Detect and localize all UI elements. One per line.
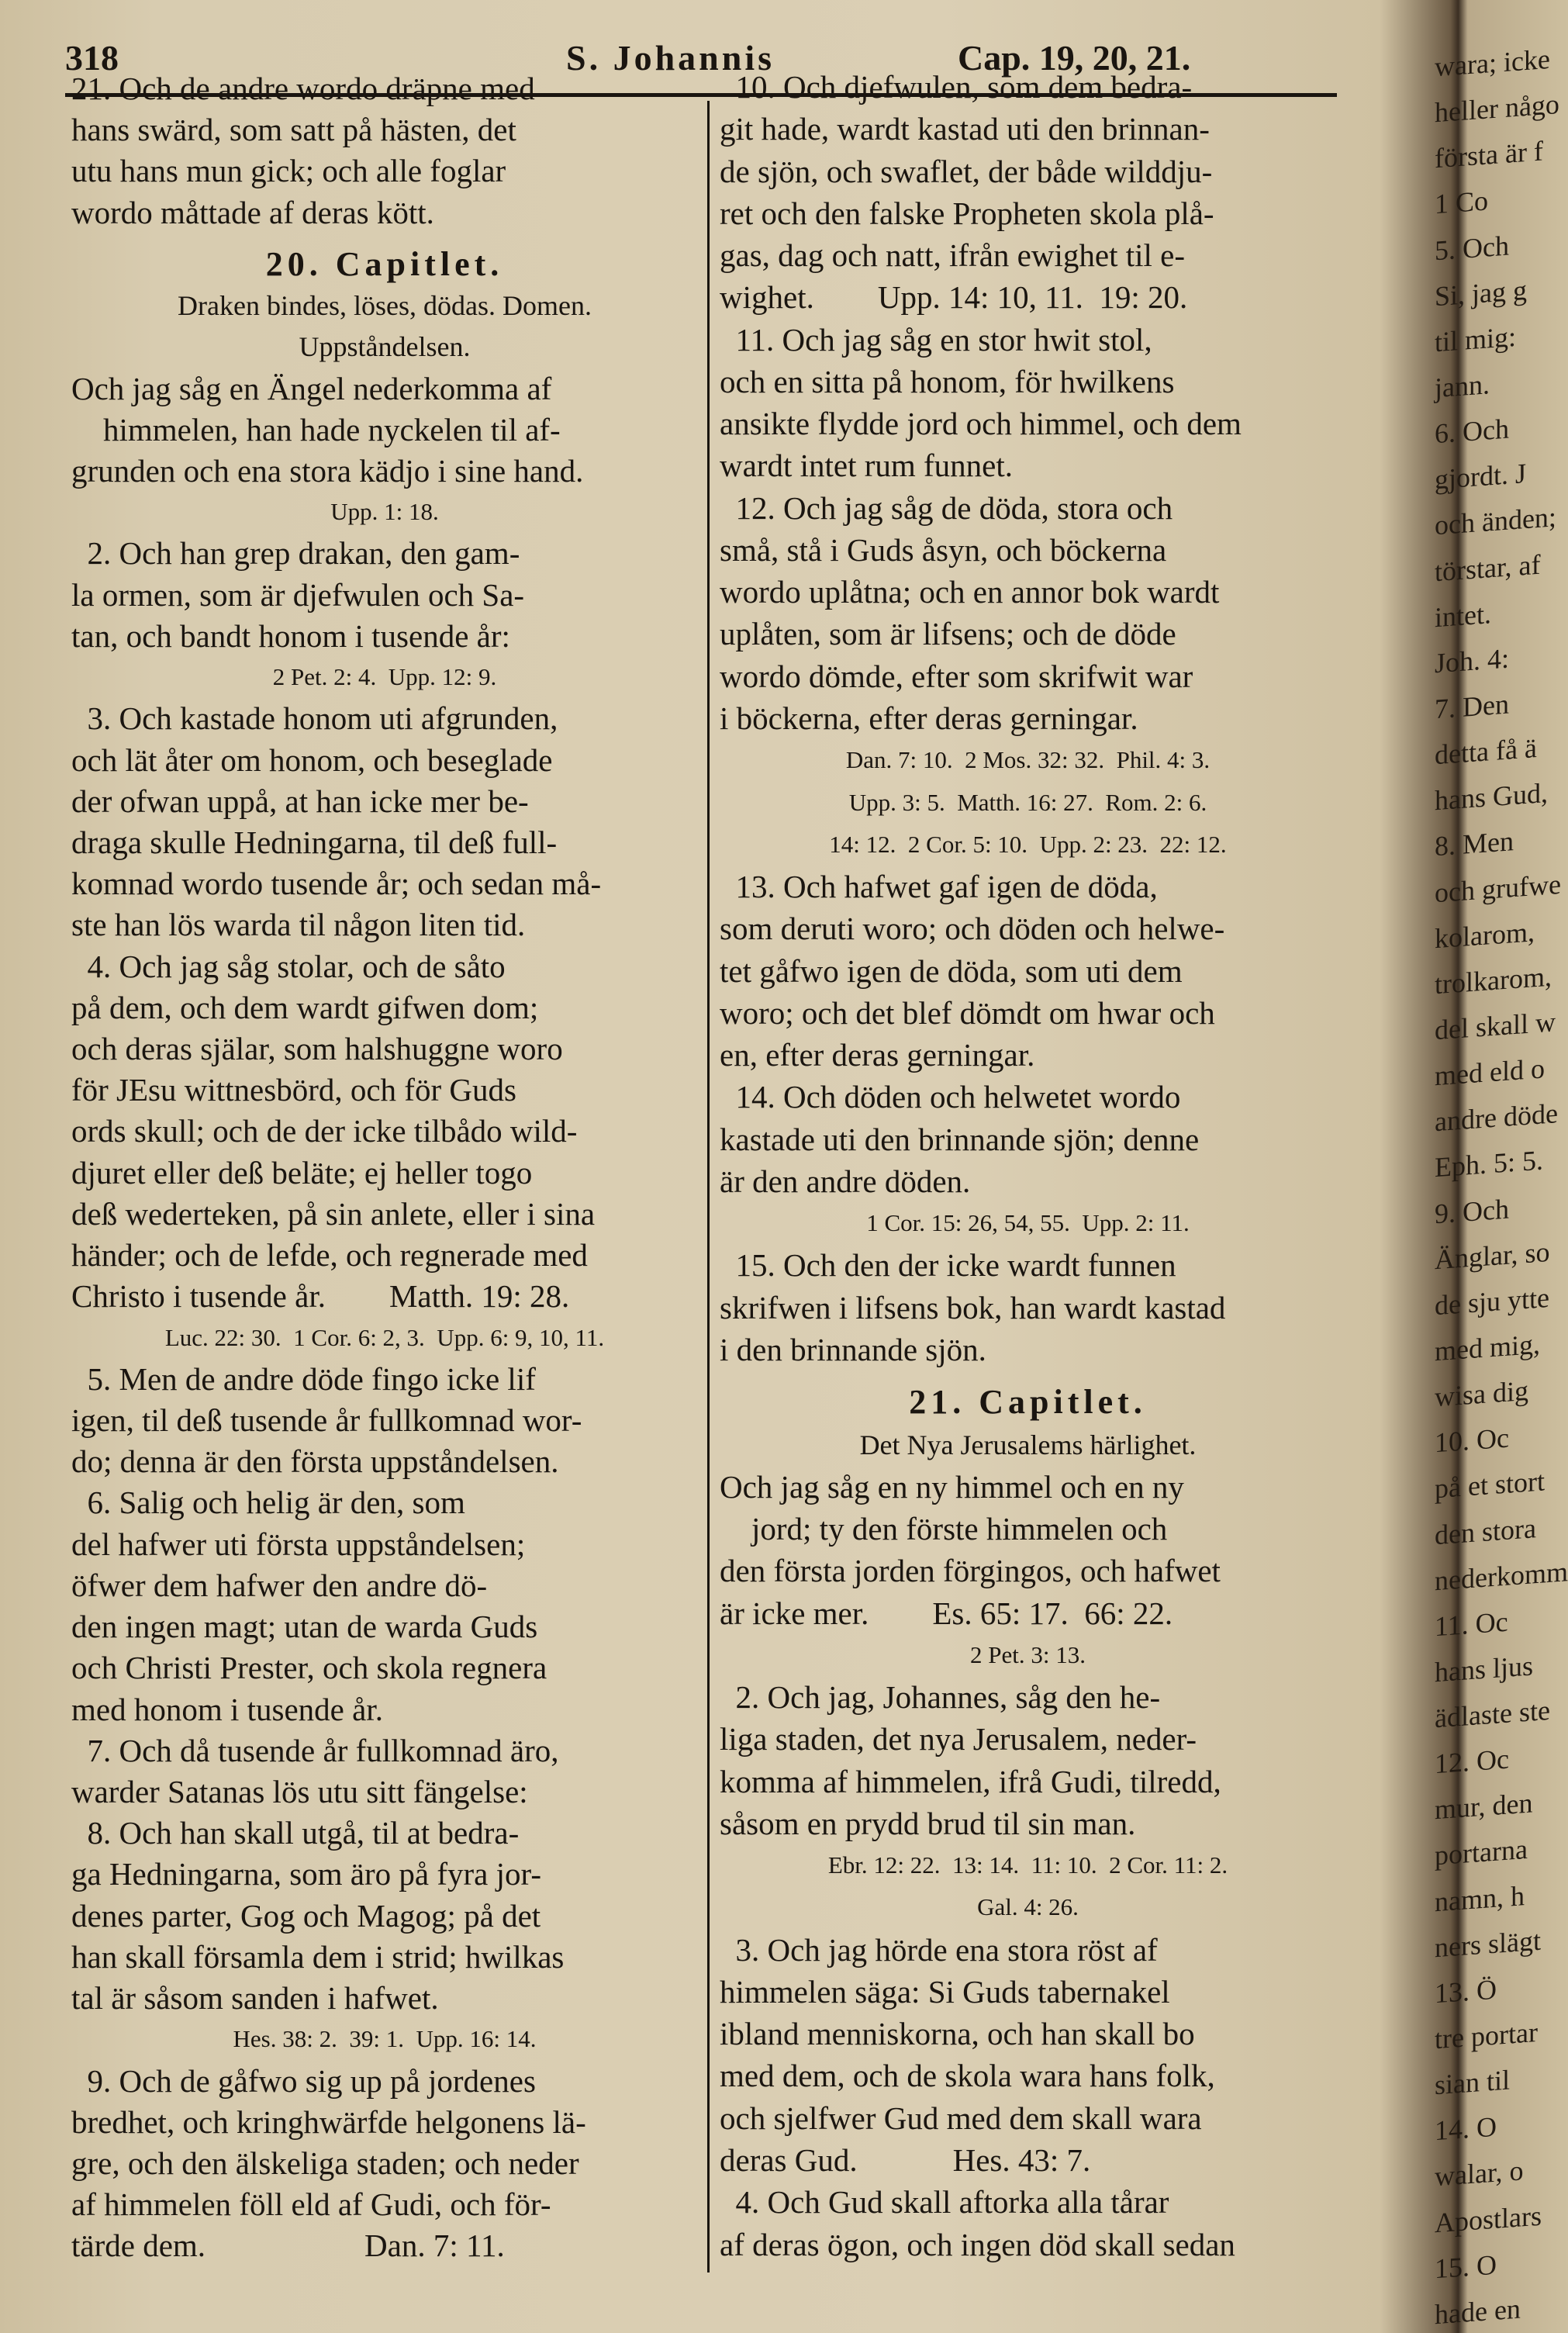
fragment-line: 10. Oc [1435,1422,1509,1459]
text-line: han skall församla dem i strid; hwilkas [71,1938,565,1975]
chapter-heading: 20. Capitlet. [265,244,504,283]
page-number: 318 [65,38,119,78]
text-line: på dem, och dem wardt gifwen dom; [71,989,539,1025]
text-line: git hade, wardt kastad uti den brinnan- [720,111,1210,147]
fragment-line: mur, den [1435,1787,1533,1826]
text-line: bredhet, och kringhwärfde helgonens lä- [71,2103,586,2140]
fragment-line: til mig: [1435,320,1517,358]
text-line: den första jorden förgingos, och hafwet [720,1553,1221,1589]
fragment-line: portarna [1435,1834,1528,1872]
chapter-range: Cap. 19, 20, 21. [958,38,1191,78]
cross-reference: 14: 12. 2 Cor. 5: 10. Upp. 2: 23. 22: 12. [829,830,1227,858]
chapter-heading: 21. Capitlet. [909,1383,1147,1422]
fragment-line: sian til [1435,2064,1510,2101]
cross-reference: Upp. 1: 18. [330,498,439,526]
fragment-line: del skall w [1435,1006,1556,1046]
text-line: 14. Och döden och helwetet wordo [720,1079,1181,1115]
text-line: 7. Och då tusende år fullkomnad äro, [71,1732,559,1768]
fragment-line: Änglar, so [1435,1236,1550,1275]
fragment-line: detta få ä [1435,732,1537,771]
text-line: gas, dag och natt, ifrån ewighet til e- [720,237,1185,274]
fragment-line: 6. Och [1435,413,1509,450]
fragment-line: intet. [1435,597,1491,633]
text-line: utu hans mun gick; och alle foglar [71,153,506,189]
fragment-line: och änden; [1435,501,1556,541]
chapter-summary: Uppståndelsen. [299,331,471,363]
text-line: med dem, och de skola wara hans folk, [720,2058,1215,2094]
text-line: för JEsu wittnesbörd, och för Guds [71,1072,516,1108]
text-line: ansikte flydde jord och himmel, och dem [720,406,1242,442]
column-divider [707,101,710,2273]
text-line: deß wederteken, på sin anlete, eller i sina [71,1195,596,1232]
text-line: 6. Salig och helig är den, som [71,1484,465,1521]
cross-reference: Luc. 22: 30. 1 Cor. 6: 2, 3. Upp. 6: 9, 10, 11. [164,1323,605,1351]
text-line: himmelen, han hade nyckelen til af- [71,411,561,448]
text-line: 2. Och jag, Johannes, såg den he- [720,1679,1161,1716]
text-line: ords skull; och de der icke tilbådo wild- [71,1113,578,1149]
text-line: tal är såsom sanden i hafwet. [71,1980,439,2017]
text-line: Och jag såg en Ängel nederkomma af [71,370,552,406]
fragment-line: 5. Och [1435,230,1509,266]
text-line: wordo måttade af deras kött. [71,194,434,230]
text-line: med honom i tusende år. [71,1691,383,1727]
fragment-line: 8. Men [1435,825,1514,862]
cross-reference: Gal. 4: 26. [977,1893,1079,1921]
fragment-line: och grufwe [1435,868,1561,908]
fragment-line: jann. [1435,368,1490,404]
fragment-line: 12. Oc [1435,1743,1509,1780]
text-line: jord; ty den förste himmelen och [720,1511,1168,1547]
fragment-line: Joh. 4: [1435,642,1510,679]
text-line: öfwer dem hafwer den andre dö- [71,1567,488,1603]
text-line: djuret eller deß beläte; ej heller togo [71,1154,533,1191]
text-line: ibland menniskorna, och han skall bo [720,2016,1195,2052]
text-line: wordo uplåtna; och en annor bok wardt [720,574,1220,610]
text-line: och en sitta på honom, för hwilkens [720,363,1175,399]
text-line: och deras själar, som halshuggne woro [71,1031,563,1067]
fragment-line: wara; icke [1435,43,1550,83]
text-line: 10. Och djefwulen, som dem bedra- [720,69,1193,105]
text-line: skrifwen i lifsens bok, han wardt kastad [720,1289,1226,1325]
fragment-line: 11. Oc [1435,1605,1508,1643]
text-line: woro; och det blef dömdt om hwar och [720,994,1215,1031]
text-line: warder Satanas lös utu sitt fängelse: [71,1773,528,1809]
chapter-summary: Det Nya Jerusalems härlighet. [859,1429,1197,1460]
fragment-line: den stora [1435,1512,1536,1550]
cross-reference: 1 Cor. 15: 26, 54, 55. Upp. 2: 11. [866,1209,1190,1237]
cross-reference: Dan. 7: 10. 2 Mos. 32: 32. Phil. 4: 3. [845,746,1211,774]
text-line: som deruti woro; och döden och helwe- [720,911,1225,947]
text-line: grunden och ena stora kädjo i sine hand. [71,452,584,489]
text-line: ret och den falske Propheten skola plå- [720,195,1214,231]
text-line: Och jag såg en ny himmel och en ny [720,1468,1184,1505]
text-line: 11. Och jag såg en stor hwit stol, [720,321,1152,358]
fragment-line: Apostlars [1435,2200,1542,2238]
text-line: 2. Och han grep drakan, den gam- [71,535,520,572]
cross-reference: Upp. 3: 5. Matth. 16: 27. Rom. 2: 6. [848,788,1207,816]
text-line: 3. Och jag hörde ena stora röst af [720,1931,1158,1968]
fragment-line: ädlaste ste [1435,1694,1550,1734]
fragment-line: tre portar [1435,2016,1538,2055]
cross-reference: 2 Pet. 3: 13. [970,1640,1086,1668]
text-line: wardt intet rum funnet. [720,448,1014,484]
fragment-line: hans ljus [1435,1650,1534,1688]
fragment-line: Eph. 5: 5. [1435,1144,1543,1184]
text-line: händer; och de lefde, och regnerade med [71,1237,588,1274]
text-line: komma af himmelen, ifrå Gudi, tilredd, [720,1763,1221,1799]
text-line: hans swärd, som satt på hästen, det [71,112,516,148]
text-line: är den andre döden. [720,1163,971,1199]
text-line: 4. Och Gud skall aftorka alla tårar [720,2184,1169,2221]
text-line: uplåten, som är lifsens; och de döde [720,616,1176,652]
text-line: 12. Och jag såg de döda, stora och [720,489,1173,526]
fragment-line: gjordt. J [1435,458,1527,496]
text-line: de sjön, och swaflet, der både wilddju- [720,153,1213,189]
text-line: och Christi Prester, och skola regnera [71,1650,547,1686]
text-line: kastade uti den brinnande sjön; denne [720,1121,1200,1157]
fragment-line: kolarom, [1435,915,1535,954]
fragment-line: 14. O [1435,2110,1497,2147]
text-line: 4. Och jag såg stolar, och de såto [71,948,506,984]
text-line: draga skulle Hedningarna, til deß full- [71,824,558,860]
fragment-line: Si, jag g [1435,274,1528,312]
text-line: tan, och bandt honom i tusende år: [71,617,510,654]
text-line: der ofwan uppå, at han icke mer be- [71,783,529,819]
text-line: är icke mer. Es. 65: 17. 66: 22. [720,1595,1173,1631]
text-line: tärde dem. Dan. 7: 11. [71,2228,505,2264]
cross-reference: Hes. 38: 2. 39: 1. Upp. 16: 14. [233,2025,537,2053]
text-line: såsom en prydd brud til sin man. [720,1805,1136,1841]
text-line: 13. Och hafwet gaf igen de döda, [720,869,1158,905]
fragment-line: törstar, af [1435,548,1541,587]
fragment-line: 15. O [1435,2248,1497,2284]
fragment-line: wisa dig [1435,1374,1528,1413]
text-line: i böckerna, efter deras gerningar. [720,700,1138,736]
text-line: gre, och den älskeliga staden; och neder [71,2145,579,2181]
text-line: deras Gud. Hes. 43: 7. [720,2142,1091,2179]
fragment-line: 13. Ö [1435,1973,1497,2010]
fragment-line: ners slägt [1435,1924,1541,1964]
text-line: igen, til deß tusende år fullkomnad wor- [71,1402,582,1438]
fragment-line: första är f [1435,135,1543,175]
text-line: 9. Och de gåfwo sig up på jordenes [71,2062,536,2099]
text-line: wighet. Upp. 14: 10, 11. 19: 20. [720,279,1188,316]
right-column [720,68,1336,2263]
left-column [71,70,698,2265]
text-line: 8. Och han skall utgå, til at bedra- [71,1815,520,1851]
facing-page-fragment [1435,43,1568,2331]
fragment-line: trolkarom, [1435,960,1552,1001]
text-line: komnad wordo tusende år; och sedan må- [71,866,602,902]
text-line: do; denna är den första uppståndelsen. [71,1443,559,1480]
fragment-line: heller någo [1435,88,1559,129]
fragment-line: namn, h [1435,1879,1525,1917]
fragment-line: på et stort [1435,1465,1545,1505]
text-line: tet gåfwo igen de döda, som uti dem [720,952,1183,989]
text-line: himmelen säga: Si Guds tabernakel [720,1973,1170,2010]
text-line: 21. Och de andre wordo dräpne med [71,71,535,106]
cross-reference: Ebr. 12: 22. 13: 14. 11: 10. 2 Cor. 11: 2. [827,1851,1228,1879]
fragment-line: 1 Co [1435,185,1489,220]
text-line: 3. Och kastade honom uti afgrunden, [71,700,558,737]
text-line: la ormen, som är djefwulen och Sa- [71,576,525,613]
text-line: små, stå i Guds åsyn, och böckerna [720,531,1167,568]
text-line: ga Hedningarna, som äro på fyra jor- [71,1856,541,1892]
text-line: och lät åter om honom, och beseglade [71,741,553,778]
fragment-line: andre döde [1435,1097,1558,1138]
text-line: del hafwer uti första uppståndelsen; [71,1526,526,1562]
text-line: ste han lös warda til någon liten tid. [71,907,526,943]
fragment-line: 7. Den [1435,688,1509,725]
fragment-line: walar, o [1435,2155,1524,2193]
running-title: S. Johannis [566,38,775,78]
fragment-line: 9. Och [1435,1193,1509,1229]
text-line: i den brinnande sjön. [720,1331,986,1367]
text-line: Christo i tusende år. Matth. 19: 28. [71,1278,570,1315]
fragment-line: nederkomm [1435,1555,1568,1596]
text-line: den ingen magt; utan de warda Guds [71,1609,538,1645]
cross-reference: 2 Pet. 2: 4. Upp. 12: 9. [272,663,497,691]
text-line: 15. Och den der icke wardt funnen [720,1247,1176,1284]
fragment-line: med eld o [1435,1052,1545,1092]
text-line: af deras ögon, och ingen död skall sedan [720,2226,1235,2262]
fragment-line: med mig, [1435,1328,1540,1367]
text-line: af himmelen föll eld af Gudi, och för- [71,2186,551,2223]
fragment-line: hade en [1435,2293,1521,2331]
text-line: och sjelfwer Gud med dem skall wara [720,2100,1202,2136]
fragment-line: hans Gud, [1435,777,1548,817]
chapter-summary: Draken bindes, löses, dödas. Domen. [178,290,592,322]
text-line: liga staden, det nya Jerusalem, neder- [720,1721,1197,1758]
text-line: 5. Men de andre döde fingo icke lif [71,1360,536,1397]
fragment-line: de sju ytte [1435,1281,1549,1322]
text-line: en, efter deras gerningar. [720,1037,1035,1073]
text-line: wordo dömde, efter som skrifwit war [720,658,1193,694]
text-line: denes parter, Gog och Magog; på det [71,1897,541,1934]
